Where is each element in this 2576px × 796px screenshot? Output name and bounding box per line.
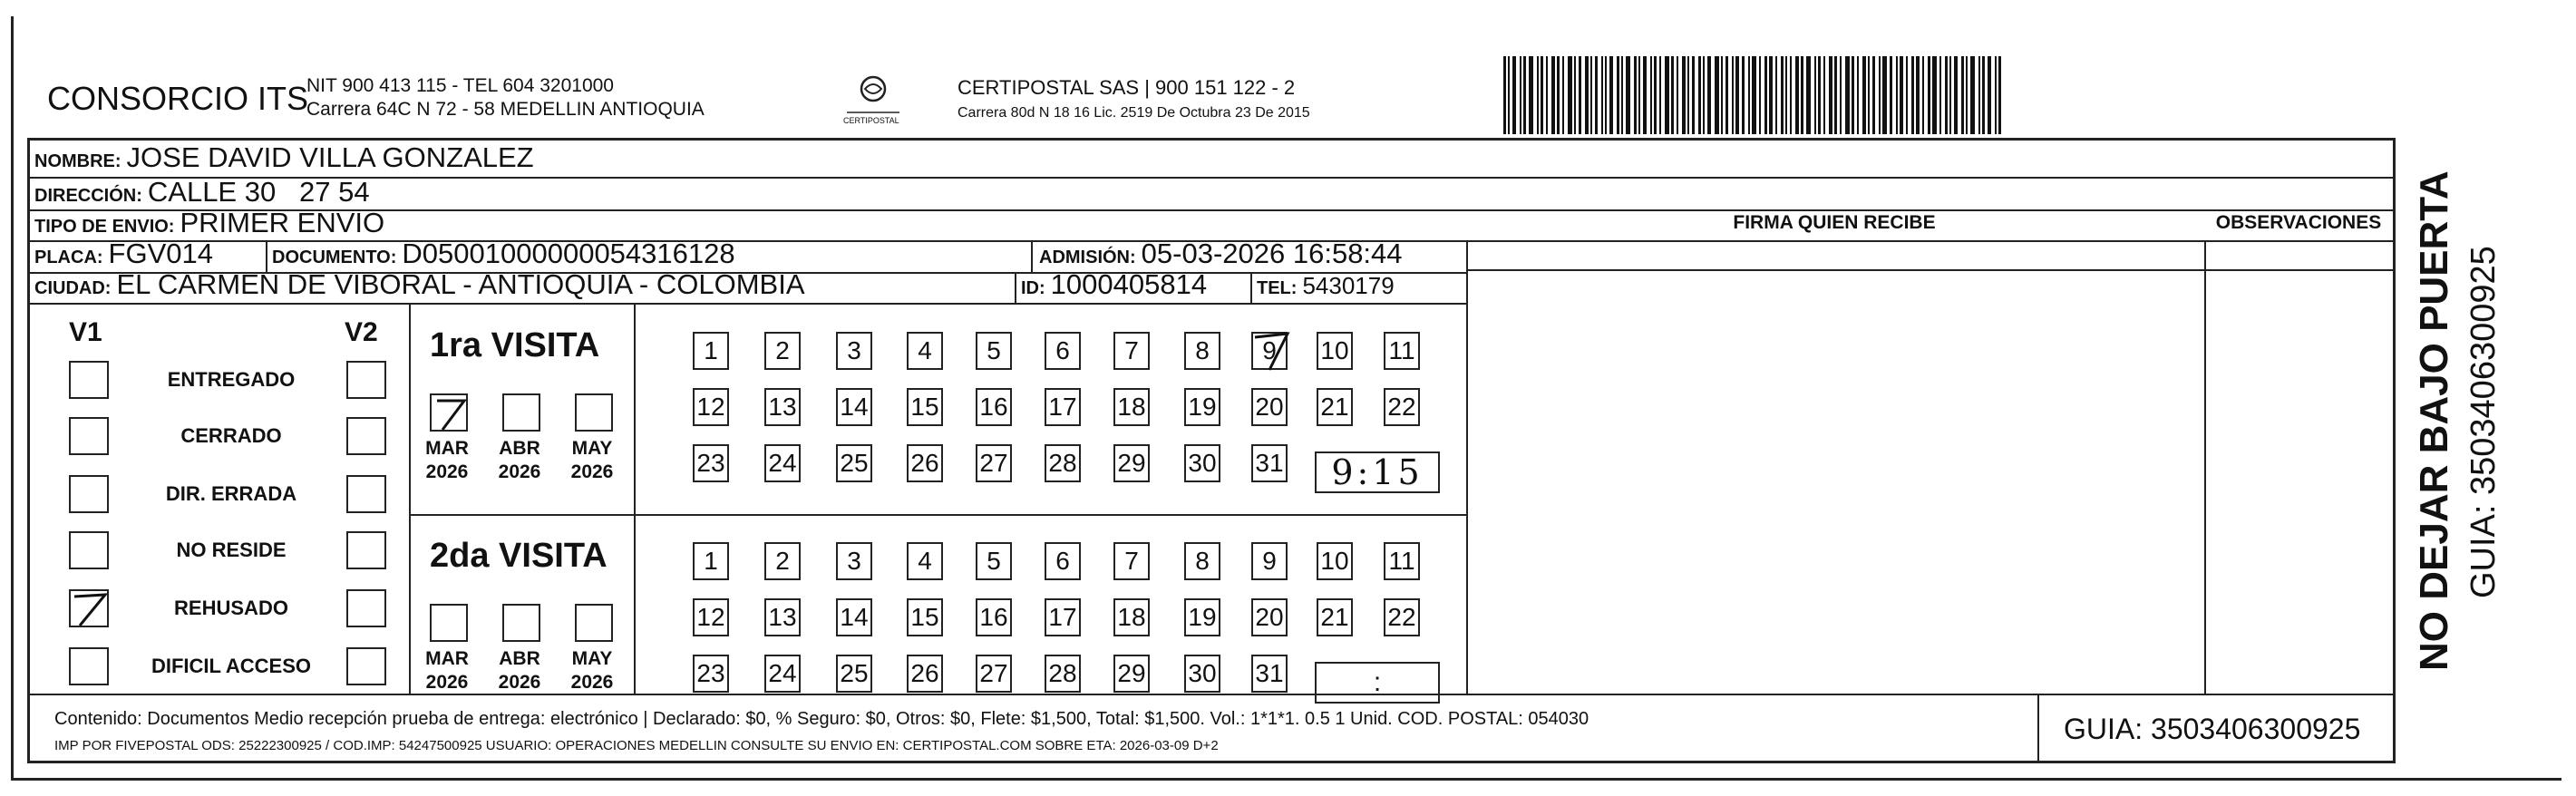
tel-label: TEL: bbox=[1257, 278, 1298, 298]
day-checkbox[interactable]: 20 bbox=[1251, 388, 1288, 426]
day-checkbox[interactable]: 30 bbox=[1184, 655, 1220, 693]
day-checkbox[interactable]: 5 bbox=[976, 332, 1012, 370]
carrier-address: Carrera 80d N 18 16 Lic. 2519 De Octubra 23 De 2015 bbox=[957, 105, 1310, 121]
month-checkbox[interactable] bbox=[575, 604, 613, 642]
day-checkbox[interactable]: 25 bbox=[836, 655, 872, 693]
v2-header: V2 bbox=[345, 317, 378, 347]
visit-time-field[interactable]: : bbox=[1315, 662, 1440, 704]
day-checkbox[interactable]: 10 bbox=[1317, 332, 1353, 370]
placa-value: FGV014 bbox=[108, 238, 213, 269]
day-checkbox[interactable]: 22 bbox=[1384, 388, 1420, 426]
day-checkbox[interactable]: 6 bbox=[1045, 332, 1081, 370]
side-guia: GUIA: 3503406300925 bbox=[2464, 246, 2503, 598]
day-checkbox[interactable]: 18 bbox=[1113, 388, 1150, 426]
day-checkbox[interactable]: 15 bbox=[907, 388, 943, 426]
status-label: ENTREGADO bbox=[167, 368, 296, 391]
day-checkbox[interactable]: 3 bbox=[836, 542, 872, 580]
day-checkbox[interactable]: 2 bbox=[764, 542, 801, 580]
day-checkbox[interactable]: 11 bbox=[1384, 542, 1420, 580]
day-checkbox[interactable]: 16 bbox=[976, 598, 1012, 636]
footer-guia: GUIA: 3503406300925 bbox=[2064, 713, 2361, 745]
day-checkbox[interactable]: 24 bbox=[764, 655, 801, 693]
day-checkbox[interactable]: 26 bbox=[907, 655, 943, 693]
day-checkbox[interactable]: 29 bbox=[1113, 655, 1150, 693]
v2-checkbox[interactable] bbox=[346, 361, 386, 399]
placa-label: PLACA: bbox=[34, 248, 103, 267]
direccion-value: CALLE 30 27 54 bbox=[147, 176, 370, 208]
day-checkbox[interactable]: 14 bbox=[836, 388, 872, 426]
day-checkbox[interactable]: 28 bbox=[1045, 655, 1081, 693]
visit-title: 1ra VISITA bbox=[430, 326, 600, 364]
footer-contents: Contenido: Documentos Medio recepción prueba de entrega: electrónico | Declarado: $0, % Seguro: $0, Otros: $0, Flete: $1,500, Total: $1,500. Vol.: 1*1*1. 0.5 1 Unid. COD. POSTAL: 054030 bbox=[54, 709, 1589, 729]
id-value: 1000405814 bbox=[1050, 268, 1208, 300]
day-checkbox[interactable]: 27 bbox=[976, 444, 1012, 482]
month-label: MAY bbox=[571, 648, 613, 669]
company-nit: NIT 900 413 115 - TEL 604 3201000 bbox=[306, 75, 614, 96]
day-checkbox[interactable]: 24 bbox=[764, 444, 801, 482]
documento-label: DOCUMENTO: bbox=[272, 248, 397, 267]
v2-checkbox[interactable] bbox=[346, 475, 386, 513]
logo-text: CERTIPOSTAL bbox=[843, 116, 899, 125]
footer-print-info: IMP POR FIVEPOSTAL ODS: 25222300925 / COD.IMP: 54247500925 USUARIO: OPERACIONES MEDELLIN CONSULTE SU ENVIO EN: CERTIPOSTAL.COM SOBRE ETA: 2026-03-09 D+2 bbox=[54, 738, 1219, 753]
year-label: 2026 bbox=[425, 461, 469, 482]
day-checkbox[interactable]: 17 bbox=[1045, 388, 1081, 426]
day-checkbox[interactable]: 13 bbox=[764, 598, 801, 636]
company-name: CONSORCIO ITS bbox=[47, 80, 309, 117]
day-checkbox[interactable]: 2 bbox=[764, 332, 801, 370]
month-label: ABR bbox=[499, 438, 540, 459]
year-label: 2026 bbox=[498, 672, 541, 693]
day-checkbox[interactable]: 23 bbox=[693, 444, 729, 482]
day-checkbox[interactable]: 8 bbox=[1184, 542, 1220, 580]
month-checkbox[interactable] bbox=[575, 393, 613, 432]
day-checkbox[interactable]: 17 bbox=[1045, 598, 1081, 636]
day-checkbox[interactable]: 25 bbox=[836, 444, 872, 482]
admision-value: 05-03-2026 16:58:44 bbox=[1141, 238, 1403, 269]
day-checkbox[interactable]: 19 bbox=[1184, 598, 1220, 636]
month-label: ABR bbox=[499, 648, 540, 669]
day-checkbox[interactable]: 3 bbox=[836, 332, 872, 370]
tel-value: 5430179 bbox=[1302, 272, 1395, 299]
day-checkbox[interactable]: 4 bbox=[907, 332, 943, 370]
v1-checkbox[interactable] bbox=[69, 647, 109, 685]
v1-checkbox[interactable] bbox=[69, 361, 109, 399]
day-checkbox[interactable]: 27 bbox=[976, 655, 1012, 693]
day-checkbox[interactable]: 15 bbox=[907, 598, 943, 636]
day-checkbox[interactable]: 1 bbox=[693, 542, 729, 580]
v1-checkbox[interactable] bbox=[69, 475, 109, 513]
status-label: CERRADO bbox=[180, 424, 282, 447]
month-label: MAR bbox=[425, 648, 469, 669]
year-label: 2026 bbox=[498, 461, 541, 482]
tipo-envio-label: TIPO DE ENVIO: bbox=[34, 217, 175, 237]
documento-value: D05001000000054316128 bbox=[402, 238, 735, 269]
nombre-label: NOMBRE: bbox=[34, 151, 122, 171]
id-label: ID: bbox=[1021, 278, 1045, 298]
nombre-value: JOSE DAVID VILLA GONZALEZ bbox=[126, 141, 534, 173]
v1-checkbox[interactable] bbox=[69, 531, 109, 569]
v2-checkbox[interactable] bbox=[346, 589, 386, 627]
status-label: REHUSADO bbox=[174, 597, 288, 619]
day-checkbox[interactable]: 21 bbox=[1317, 388, 1353, 426]
direccion-label: DIRECCIÓN: bbox=[34, 186, 142, 206]
ciudad-value: EL CARMEN DE VIBORAL - ANTIOQUIA - COLOMBIA bbox=[116, 268, 805, 300]
status-label: DIFICIL ACCESO bbox=[151, 655, 311, 677]
month-label: MAR bbox=[425, 438, 469, 459]
year-label: 2026 bbox=[570, 461, 614, 482]
hand-mark-icon bbox=[1248, 328, 1295, 382]
year-label: 2026 bbox=[425, 672, 469, 693]
day-checkbox[interactable]: 1 bbox=[693, 332, 729, 370]
day-checkbox[interactable]: 22 bbox=[1384, 598, 1420, 636]
day-checkbox[interactable]: 23 bbox=[693, 655, 729, 693]
month-checkbox[interactable] bbox=[430, 604, 468, 642]
tipo-envio-value: PRIMER ENVIO bbox=[180, 207, 385, 238]
month-checkbox[interactable] bbox=[502, 604, 540, 642]
observaciones-header: OBSERVACIONES bbox=[2215, 212, 2382, 233]
year-label: 2026 bbox=[570, 672, 614, 693]
day-checkbox[interactable]: 14 bbox=[836, 598, 872, 636]
day-checkbox[interactable]: 12 bbox=[693, 598, 729, 636]
day-checkbox[interactable]: 16 bbox=[976, 388, 1012, 426]
month-checkbox[interactable] bbox=[430, 393, 468, 432]
day-checkbox[interactable]: 11 bbox=[1384, 332, 1420, 370]
day-checkbox[interactable]: 31 bbox=[1251, 444, 1288, 482]
month-checkbox[interactable] bbox=[502, 393, 540, 432]
day-checkbox[interactable]: 18 bbox=[1113, 598, 1150, 636]
v2-checkbox[interactable] bbox=[346, 417, 386, 455]
status-label: NO RESIDE bbox=[176, 539, 287, 561]
v2-checkbox[interactable] bbox=[346, 647, 386, 685]
company-address: Carrera 64C N 72 - 58 MEDELLIN ANTIOQUIA bbox=[306, 99, 705, 120]
day-checkbox[interactable]: 5 bbox=[976, 542, 1012, 580]
day-checkbox[interactable]: 26 bbox=[907, 444, 943, 482]
day-checkbox[interactable]: 6 bbox=[1045, 542, 1081, 580]
day-checkbox[interactable]: 21 bbox=[1317, 598, 1353, 636]
day-checkbox[interactable]: 7 bbox=[1113, 542, 1150, 580]
tracking-barcode bbox=[1503, 56, 2217, 134]
day-checkbox[interactable]: 28 bbox=[1045, 444, 1081, 482]
visit-title: 2da VISITA bbox=[430, 537, 608, 575]
v1-checkbox[interactable] bbox=[69, 589, 109, 627]
v2-checkbox[interactable] bbox=[346, 531, 386, 569]
day-checkbox[interactable]: 8 bbox=[1184, 332, 1220, 370]
day-checkbox[interactable]: 29 bbox=[1113, 444, 1150, 482]
observations-area[interactable] bbox=[2203, 238, 2392, 689]
ciudad-label: CIUDAD: bbox=[34, 278, 112, 298]
side-warning: NO DEJAR BAJO PUERTA bbox=[2412, 170, 2456, 671]
day-checkbox[interactable]: 31 bbox=[1251, 655, 1288, 693]
firma-header: FIRMA QUIEN RECIBE bbox=[1733, 212, 1936, 233]
day-checkbox[interactable]: 4 bbox=[907, 542, 943, 580]
month-label: MAY bbox=[571, 438, 613, 459]
day-checkbox[interactable]: 7 bbox=[1113, 332, 1150, 370]
day-checkbox[interactable]: 13 bbox=[764, 388, 801, 426]
day-checkbox[interactable]: 30 bbox=[1184, 444, 1220, 482]
admision-label: ADMISIÓN: bbox=[1039, 248, 1136, 267]
carrier-line: CERTIPOSTAL SAS | 900 151 122 - 2 bbox=[957, 76, 1296, 99]
v1-checkbox[interactable] bbox=[69, 417, 109, 455]
day-checkbox[interactable]: 12 bbox=[693, 388, 729, 426]
v1-header: V1 bbox=[69, 317, 102, 347]
status-label: DIR. ERRADA bbox=[165, 482, 297, 505]
day-checkbox[interactable]: 19 bbox=[1184, 388, 1220, 426]
visit-time-field[interactable]: 9:15 bbox=[1315, 451, 1440, 493]
day-checkbox[interactable]: 20 bbox=[1251, 598, 1288, 636]
day-checkbox[interactable]: 9 bbox=[1251, 542, 1288, 580]
signature-area[interactable] bbox=[1465, 238, 2202, 689]
day-checkbox[interactable]: 9 bbox=[1251, 332, 1288, 370]
day-checkbox[interactable]: 10 bbox=[1317, 542, 1353, 580]
